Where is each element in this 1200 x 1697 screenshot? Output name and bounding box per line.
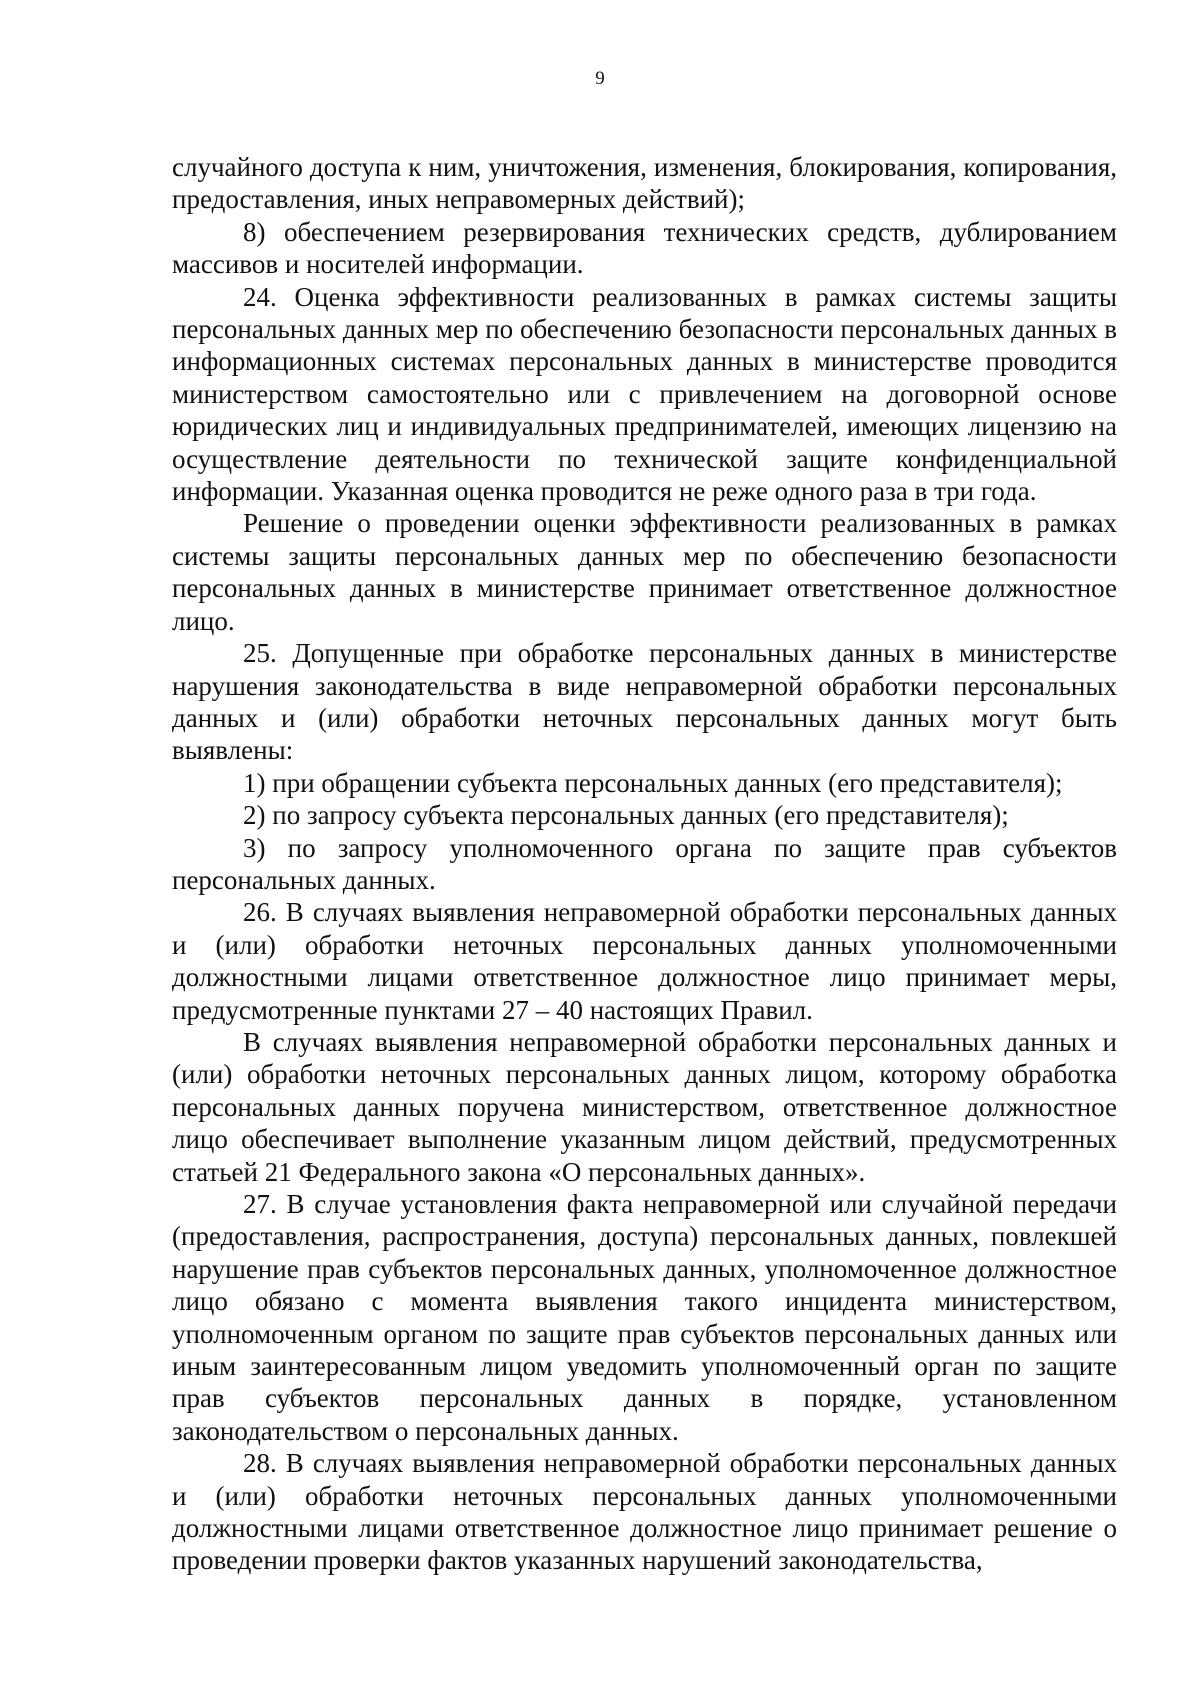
paragraph-clause-26-delegated: В случаях выявления неправомерной обработки персональных данных и (или) обработки неточных персональных данных лицом, которому обработка персональных данных поручена министерством, ответственное должностное лицо обеспечивает выполнение указанным лицом действий, предусмотренных статьей 21 Федерального закона «О персональных данных». [172,1026,1117,1187]
paragraph-clause-26: 26. В случаях выявления неправомерной обработки персональных данных и (или) обработки неточных персональных данных уполномоченными должностными лицами ответственное должностное лицо принимает меры, предусмотренные пунктами 27 – 40 настоящих Правил. [172,897,1117,1025]
document-body [172,151,1117,1577]
paragraph-clause-24: 24. Оценка эффективности реализованных в рамках системы защиты персональных данных мер по обеспечению безопасности персональных данных в информационных системах персональных данных в министерстве проводится министерством самостоятельно или с привлечением на договорной основе юридических лиц и индивидуальных предпринимателей, имеющих лицензию на осуществление деятельности по технической защите конфиденциальной информации. Указанная оценка проводится не реже одного раза в три года. [172,281,1117,507]
list-item-2: 2) по запросу субъекта персональных данных (его представителя); [243,800,1009,831]
paragraph-item-8: 8) обеспечением резервирования технических средств, дублированием массивов и носителей информации. [172,216,1117,280]
paragraph-clause-28: 28. В случаях выявления неправомерной обработки персональных данных и (или) обработки неточных персональных данных уполномоченными должностными лицами ответственное должностное лицо принимает решение о проведении проверки фактов указанных нарушений законодательства, [172,1448,1117,1576]
paragraph-clause-27: 27. В случае установления факта неправомерной или случайной передачи (предоставления, распространения, доступа) персональных данных, повлекшей нарушение прав субъектов персональных данных, уполномоченное должностное лицо обязано с момента выявления такого инцидента министерством, уполномоченным органом по защите прав субъектов персональных данных или иным заинтересованным лицом уведомить уполномоченный орган по защите прав субъектов персональных данных в порядке, установленном законодательством о персональных данных. [172,1189,1117,1446]
list-item-3: 3) по запросу уполномоченного органа по защите прав субъектов персональных данных. [172,832,1117,895]
paragraph-clause-25: 25. Допущенные при обработке персональных данных в министерстве нарушения законодательства в виде неправомерной обработки персональных данных и (или) обработки неточных персональных данных могут быть выявлены: [172,638,1117,766]
page-number: 9 [595,68,605,89]
list-item-1: 1) при обращении субъекта персональных данных (его представителя); [243,767,1063,798]
paragraph-continuation: случайного доступа к ним, уничтожения, изменения, блокирования, копирования, предоставления, иных неправомерных действий); [172,152,1117,215]
paragraph-clause-24-decision: Решение о проведении оценки эффективности реализованных в рамках системы защиты персональных данных мер по обеспечению безопасности персональных данных в министерстве принимает ответственное должностное лицо. [172,508,1117,636]
